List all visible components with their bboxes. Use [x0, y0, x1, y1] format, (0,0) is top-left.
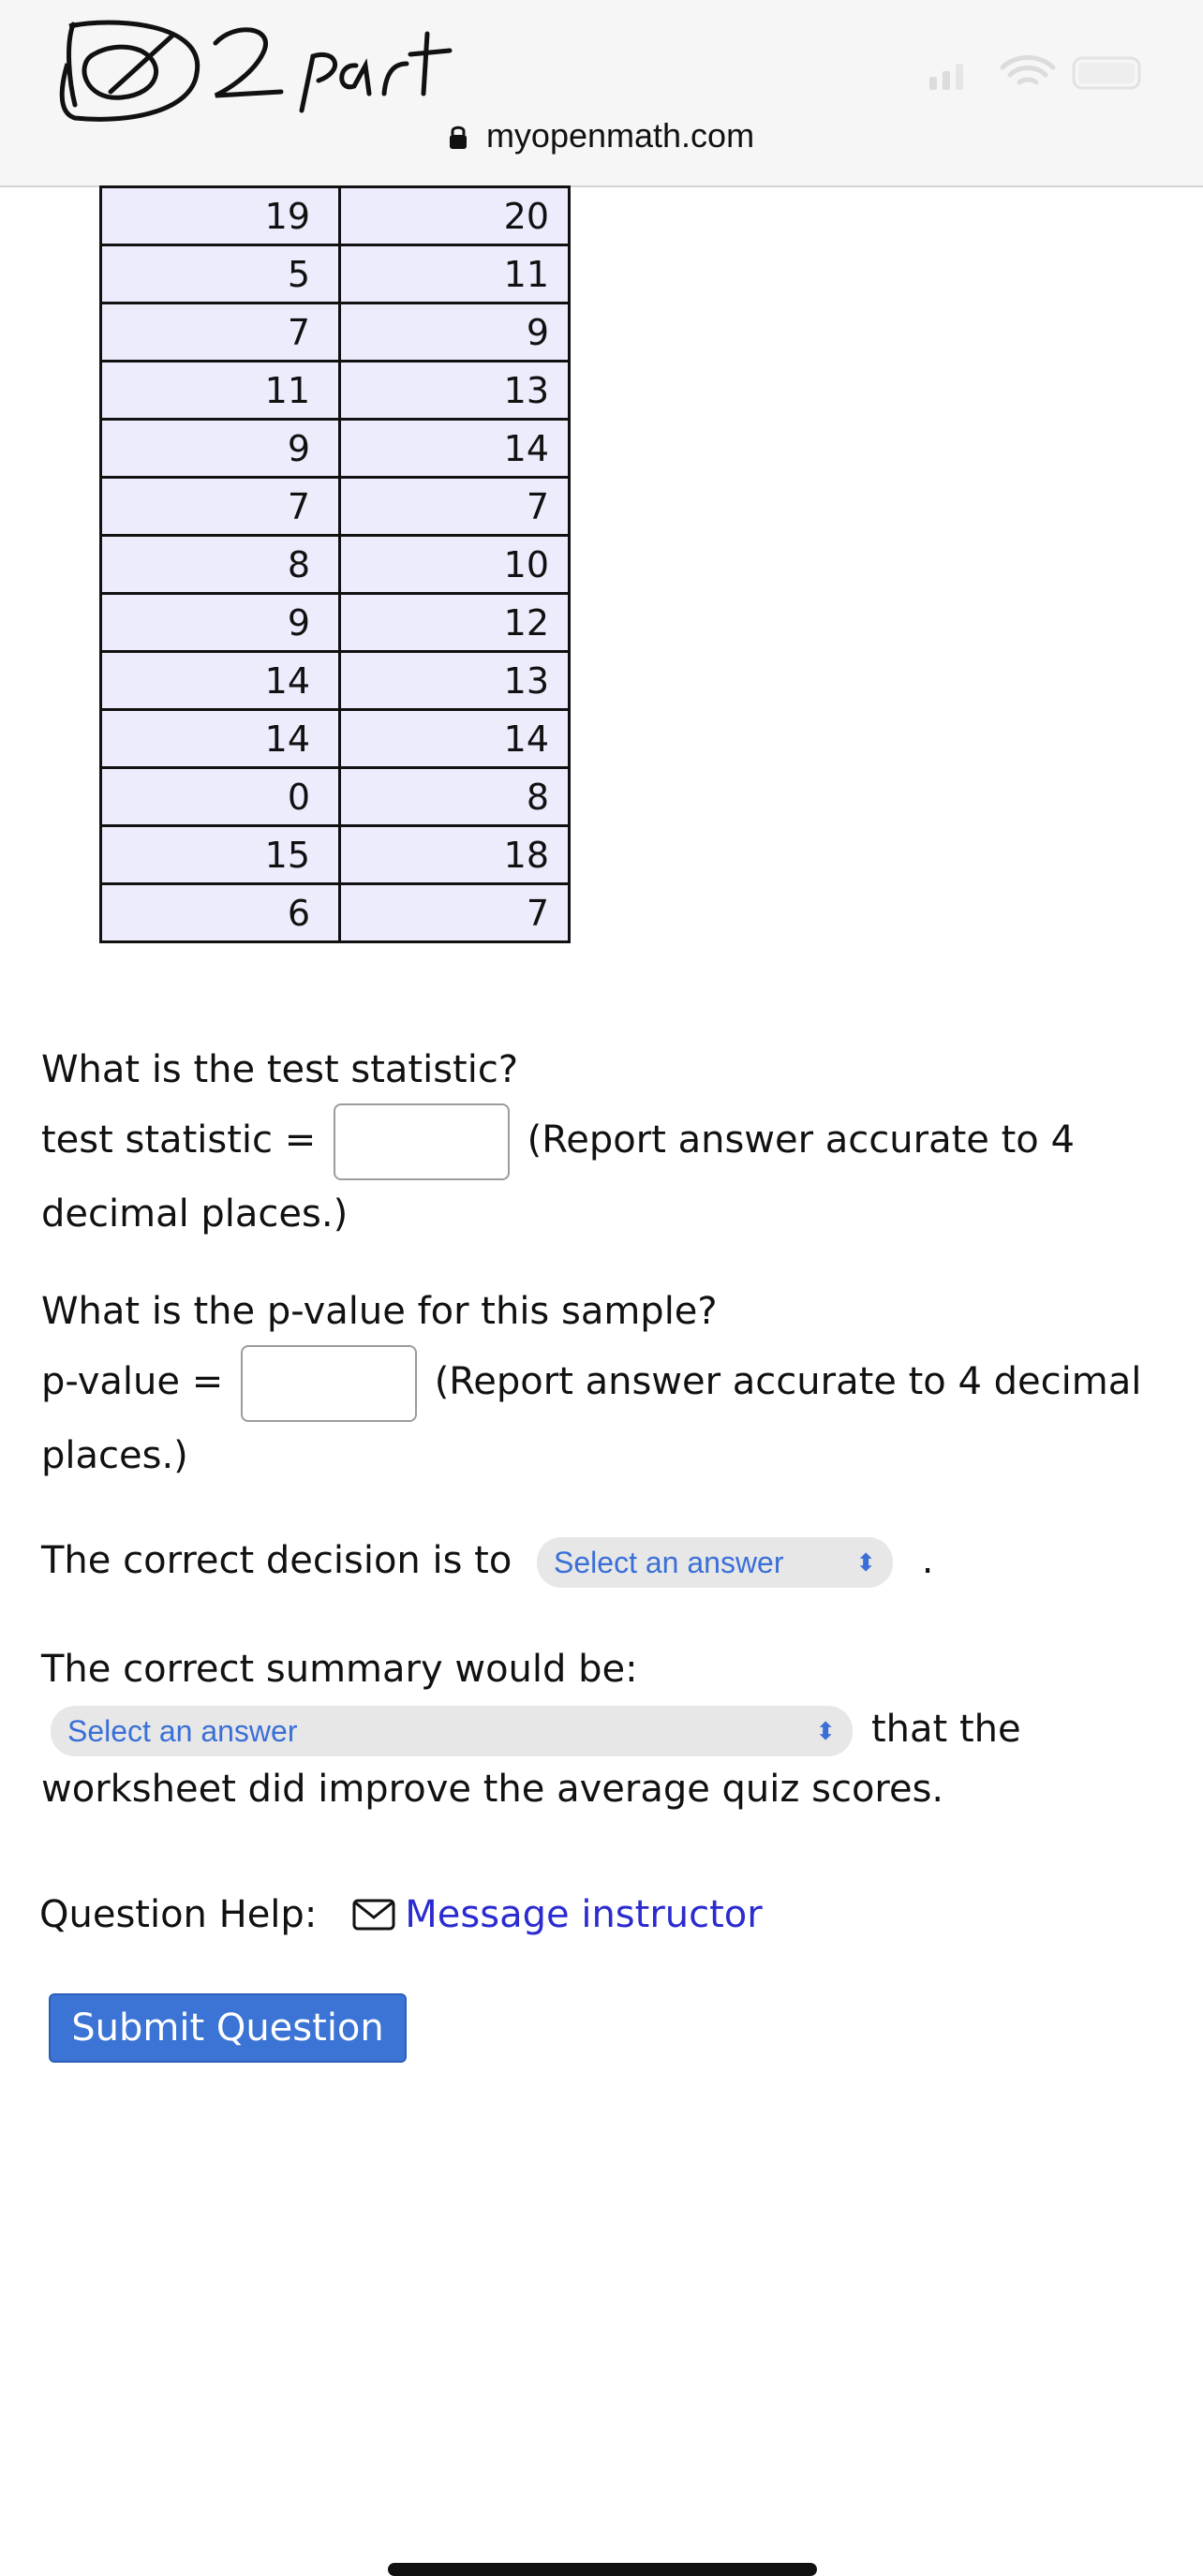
table-cell: 7 — [101, 478, 340, 536]
question-help-label: Question Help: — [39, 1893, 318, 1936]
table-row — [101, 768, 570, 826]
select-arrows-icon: ⬍ — [855, 1548, 877, 1577]
decision-label: The correct decision is to — [41, 1539, 512, 1582]
decision-select[interactable] — [537, 1537, 893, 1588]
table-row — [101, 245, 570, 303]
status-bar-icons — [922, 49, 1156, 96]
table-cell: 14 — [340, 420, 570, 478]
summary-heading: The correct summary would be: — [41, 1648, 638, 1691]
table-cell: 8 — [101, 536, 340, 594]
table-cell: 6 — [101, 884, 340, 942]
table-cell: 13 — [340, 362, 570, 420]
table-row — [101, 710, 570, 768]
table-row — [101, 884, 570, 942]
p-value-prompt: What is the p-value for this sample? — [41, 1290, 718, 1333]
handwritten-annotation — [56, 7, 543, 129]
test-statistic-note: (Report answer accurate to 4 — [527, 1118, 1075, 1162]
decision-select-value: Select an answer — [554, 1546, 784, 1579]
table-row — [101, 826, 570, 884]
test-statistic-prompt: What is the test statistic? — [41, 1048, 519, 1091]
test-statistic-input[interactable] — [334, 1103, 510, 1180]
p-value-question — [41, 1278, 1166, 1489]
table-cell: 13 — [340, 652, 570, 710]
summary-suffix: that the — [871, 1708, 1021, 1751]
summary-select-value: Select an answer — [67, 1714, 298, 1748]
p-value-label: p-value = — [41, 1360, 224, 1403]
address-bar[interactable] — [0, 116, 1203, 155]
table-row — [101, 536, 570, 594]
lock-icon — [449, 124, 468, 150]
url-text: myopenmath.com — [485, 116, 755, 155]
table-cell: 9 — [101, 420, 340, 478]
data-table — [99, 185, 571, 943]
table-cell: 10 — [340, 536, 570, 594]
table-cell: 11 — [340, 245, 570, 303]
p-value-input[interactable] — [241, 1345, 417, 1422]
summary-select[interactable] — [51, 1706, 853, 1756]
table-row — [101, 303, 570, 362]
mail-icon — [352, 1899, 395, 1931]
table-cell: 7 — [340, 478, 570, 536]
test-statistic-label: test statistic = — [41, 1118, 317, 1162]
table-cell: 7 — [340, 884, 570, 942]
home-indicator — [388, 2563, 817, 2576]
browser-top-bar — [0, 0, 1203, 187]
table-row — [101, 478, 570, 536]
table-row — [101, 187, 570, 245]
table-cell: 9 — [101, 594, 340, 652]
table-cell: 9 — [340, 303, 570, 362]
table-row — [101, 362, 570, 420]
p-value-note-cont: places.) — [41, 1434, 188, 1477]
select-arrows-icon: ⬍ — [815, 1717, 836, 1745]
decision-period: . — [921, 1539, 934, 1582]
table-row — [101, 594, 570, 652]
message-instructor-link[interactable]: Message instructor — [405, 1893, 763, 1936]
table-row — [101, 420, 570, 478]
table-cell: 14 — [340, 710, 570, 768]
table-cell: 19 — [101, 187, 340, 245]
table-cell: 18 — [340, 826, 570, 884]
table-row — [101, 652, 570, 710]
table-cell: 14 — [101, 710, 340, 768]
table-cell: 8 — [340, 768, 570, 826]
test-statistic-question — [41, 1036, 1166, 1248]
summary-suffix-cont: worksheet did improve the average quiz scores. — [41, 1768, 944, 1811]
p-value-note: (Report answer accurate to 4 decimal — [434, 1360, 1142, 1403]
decision-row — [41, 1527, 933, 1594]
table-cell: 15 — [101, 826, 340, 884]
table-cell: 11 — [101, 362, 340, 420]
table-cell: 5 — [101, 245, 340, 303]
table-cell: 20 — [340, 187, 570, 245]
test-statistic-note-cont: decimal places.) — [41, 1192, 349, 1236]
question-help — [39, 1885, 763, 1945]
table-cell: 7 — [101, 303, 340, 362]
table-cell: 14 — [101, 652, 340, 710]
submit-question-button[interactable]: Submit Question — [49, 1993, 407, 2063]
table-cell: 12 — [340, 594, 570, 652]
table-cell: 0 — [101, 768, 340, 826]
summary-question — [41, 1639, 1184, 1819]
